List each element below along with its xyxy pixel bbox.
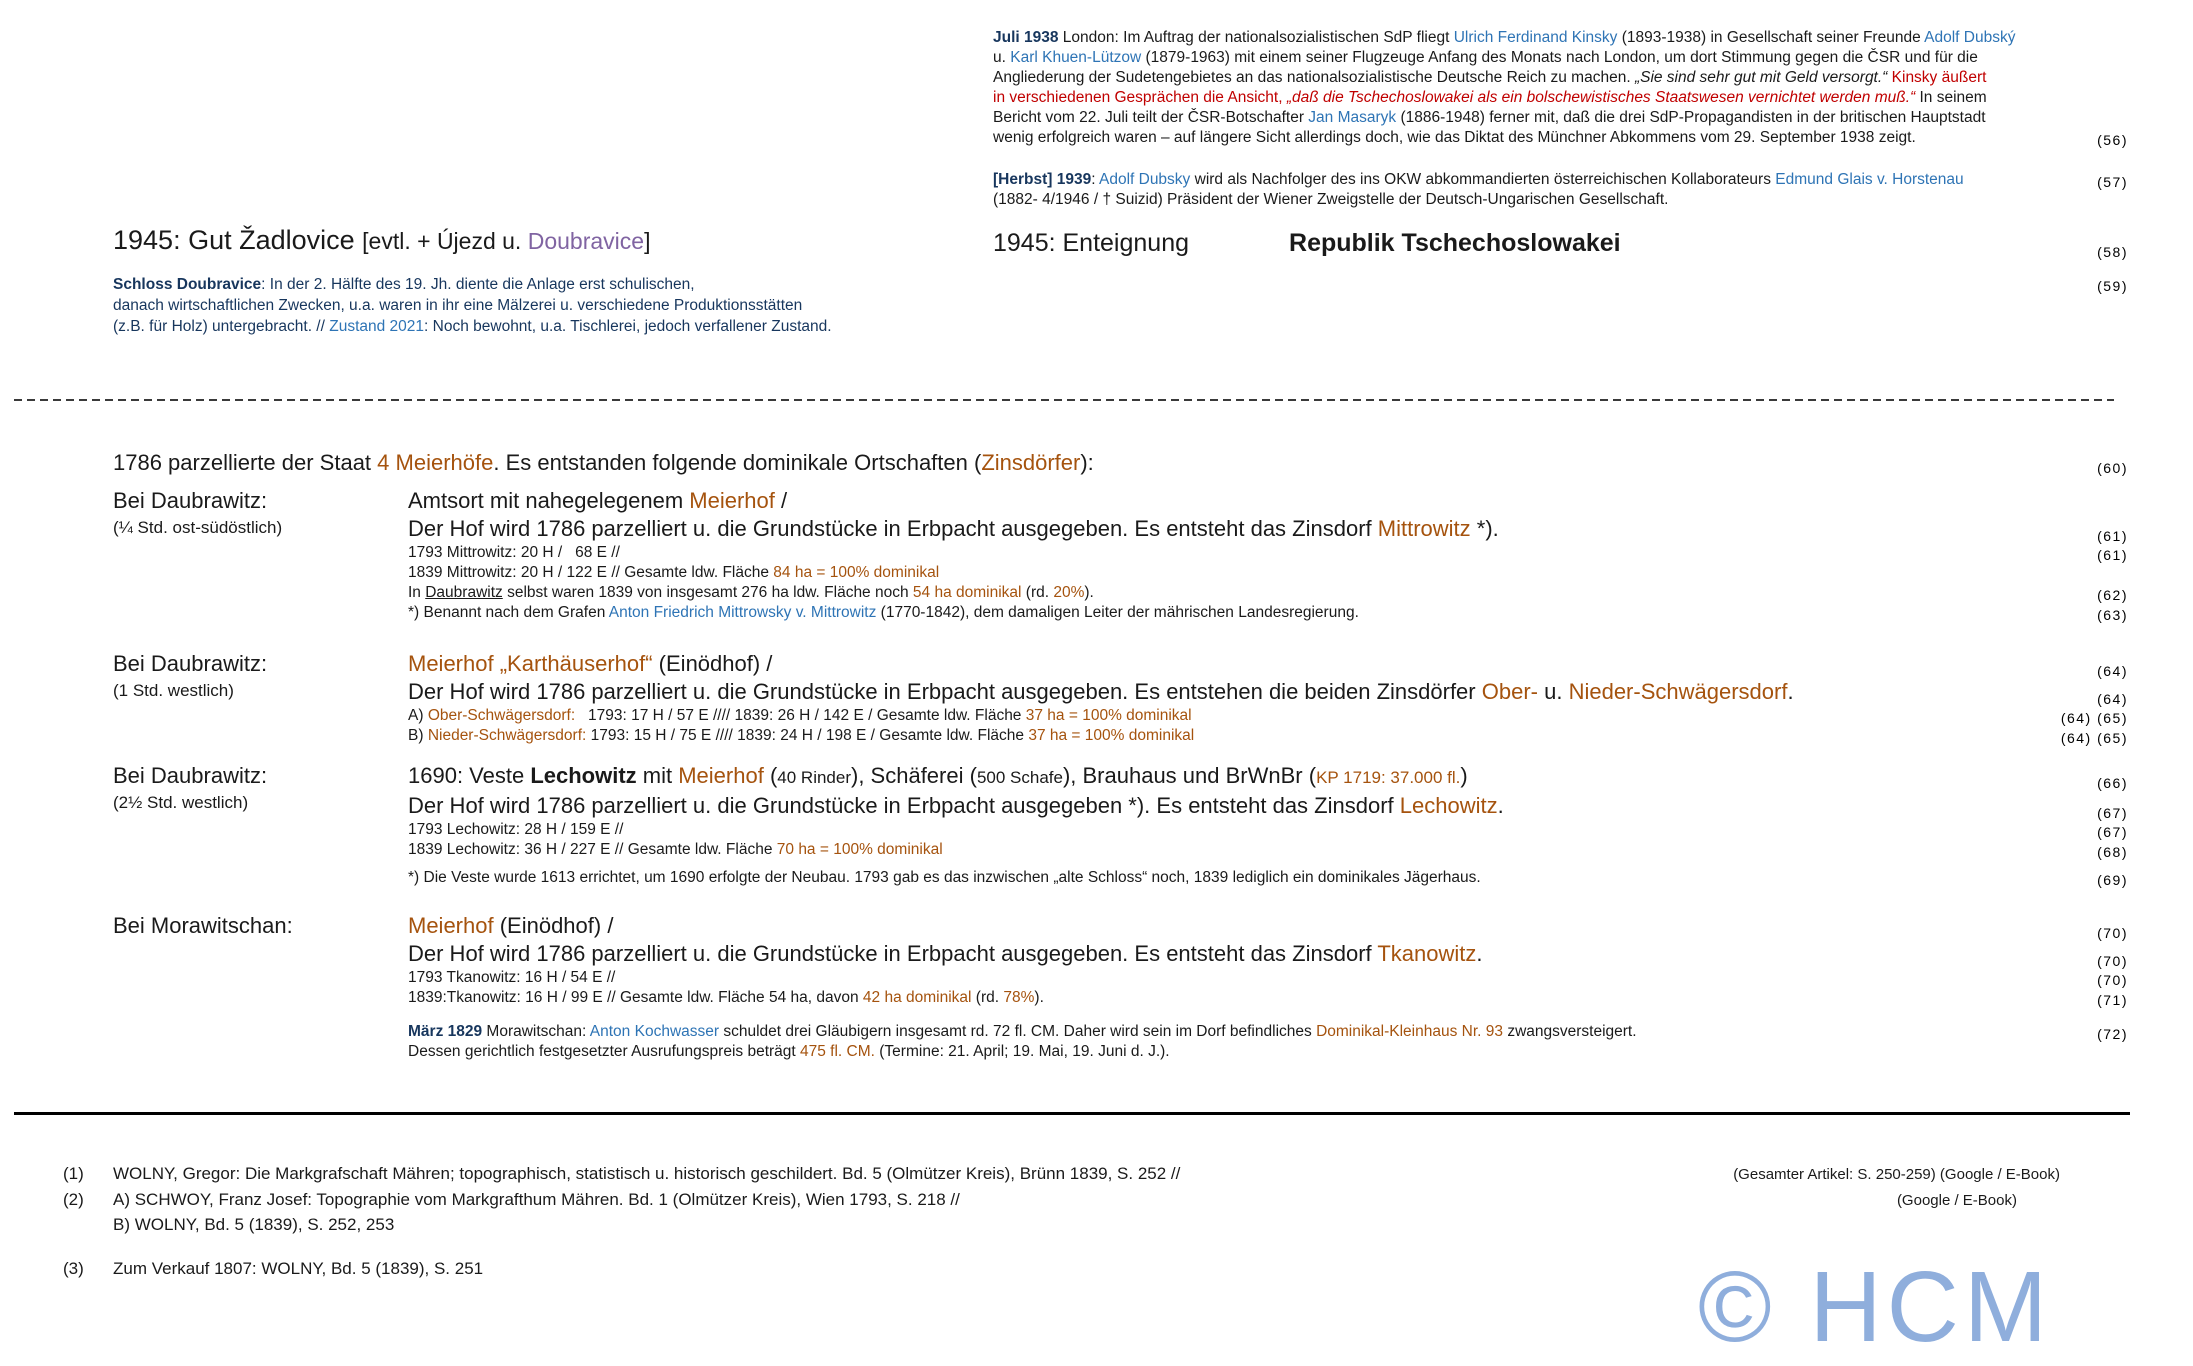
text-segment: London: Im Auftrag der nationalsozialistischen SdP fliegt [1058, 29, 1454, 46]
line-ref-number: (71) [2097, 992, 2128, 1008]
line-ref-number: (66) [2097, 775, 2128, 791]
text-segment: [evtl. + Újezd u. [362, 228, 528, 254]
text-segment: Morawitschan: [482, 1023, 590, 1040]
line-ref-number: (70) [2097, 953, 2128, 969]
text-segment: 20% [1053, 584, 1085, 601]
text-segment: 1793 Mittrowitz: 20 H / 68 E // [408, 544, 620, 561]
text-segment: Republik Tschechoslowakei [1289, 229, 1621, 257]
text-segment: ( [763, 763, 778, 788]
text-line [408, 543, 2128, 563]
text-segment: (1893-1938) in Gesellschaft seiner Freunde [1617, 29, 1925, 46]
text-line [113, 222, 1013, 259]
text-line [408, 912, 2128, 940]
text-segment: (1882- 4/1946 / † Suizid) Präsident der Wiener Zweigstelle der Deutsch-Ungarischen Gesellschaft. [993, 191, 1669, 208]
text-line [408, 820, 2128, 840]
distance-label: (1 Std. westlich) [113, 681, 234, 700]
link[interactable]: Edmund Glais v. Horstenau [1775, 171, 1964, 188]
footnote-text: WOLNY, Gregor: Die Markgrafschaft Mähren; topographisch, statistisch u. historisch geschildert. Bd. 5 (Olmützer Kreis), Brünn 1839, S. 252 // [113, 1164, 1181, 1183]
text-segment: 78% [1003, 989, 1035, 1006]
text-segment: (1886-1948) ferner mit, daß die drei SdP-Propagandisten in der britischen Hauptstadt [1396, 109, 1986, 126]
text-segment: . [1787, 679, 1794, 704]
text-segment: ] [644, 228, 651, 254]
label-bei-daubrawitz-1 [113, 487, 403, 540]
text-segment: Angliederung der Sudetengebietes an das nationalsozialistische Deutsche Reich zu machen. [993, 69, 1635, 86]
distance-label: (2½ Std. westlich) [113, 793, 249, 812]
text-segment: 1839 Mittrowitz: 20 H / 122 E // Gesamte ldw. Fläche [408, 564, 774, 581]
footnote-number [63, 1214, 113, 1236]
text-segment: Zinsdörfer [981, 450, 1081, 475]
text-segment: (1879-1963) mit einem seiner Flugzeuge Anfang des Monats nach London, um dort Stimmung gegen die ČSR und für die [1141, 49, 1978, 66]
text-segment: 1690: Veste [408, 763, 531, 788]
text-line [993, 28, 2128, 48]
text-segment: (rd. [1021, 584, 1054, 601]
link[interactable]: Zustand 2021 [329, 318, 425, 335]
line-ref-number: (62) [2097, 587, 2128, 603]
text-line [408, 762, 2128, 792]
line-ref-number: (63) [2097, 607, 2128, 623]
text-segment: Daubrawitz [425, 584, 503, 601]
text-segment: Der Hof wird 1786 parzelliert u. die Grundstücke in Erbpacht ausgegeben. Es entsteht das Zinsdorf [408, 941, 1378, 966]
footnote-3 [63, 1258, 483, 1280]
line-ref-number: (61) [2097, 528, 2128, 544]
text-line [113, 295, 2128, 316]
text-segment: Meierhof [408, 913, 494, 938]
line-ref-number: (56) [2097, 132, 2128, 148]
text-line [113, 316, 2128, 337]
place-label: Bei Daubrawitz: [113, 651, 268, 676]
horizontal-rule [14, 1112, 2130, 1115]
text-segment: 54 ha dominikal [912, 584, 1022, 601]
dashed-divider [14, 399, 2114, 401]
footnote-number: (1) [63, 1164, 84, 1183]
line-ref-number: (64) (65) [2060, 730, 2128, 746]
text-segment: (1770-1842), dem damaligen Leiter der mährischen Landesregierung. [876, 604, 1359, 621]
text-line [408, 968, 2128, 988]
text-line [993, 190, 2128, 210]
text-segment: März 1829 [408, 1023, 483, 1040]
text-segment: Dominikal-Kleinhaus Nr. 93 [1316, 1023, 1504, 1040]
text-segment: 37 ha = 100% dominikal [1025, 707, 1192, 724]
text-line [993, 68, 2128, 88]
line-ref-number: (58) [2097, 244, 2128, 260]
text-segment: 1793: 17 H / 57 E //// 1839: 26 H / 142 E / Gesamte ldw. Fläche [575, 707, 1026, 724]
text-segment: Lechowitz [1399, 793, 1498, 818]
line-ref-number: (57) [2097, 174, 2128, 190]
footnote-text: Zum Verkauf 1807: WOLNY, Bd. 5 (1839), S. 251 [113, 1259, 484, 1278]
line-ref-number: (72) [2097, 1026, 2128, 1042]
para-herbst-1939 [993, 170, 2128, 210]
text-segment: 37 ha = 100% dominikal [1028, 727, 1195, 744]
text-segment: Mittrowitz [1377, 516, 1471, 541]
text-segment: 1793: 15 H / 75 E //// 1839: 24 H / 198 E / Gesamte ldw. Fläche [586, 727, 1029, 744]
distance-label: (¼ Std. ost-südöstlich) [113, 518, 283, 537]
text-line [408, 678, 2128, 706]
text-segment: Schloss Doubravice [113, 276, 262, 293]
block-karthaeuserhof [408, 650, 2128, 746]
text-line [993, 170, 2128, 190]
text-line [993, 88, 2128, 108]
text-segment: (Termine: 21. April; 19. Mai, 19. Juni d. J.). [874, 1043, 1170, 1060]
text-segment: (rd. [971, 989, 1004, 1006]
line-ref-number: (59) [2097, 278, 2128, 294]
link[interactable]: Jan Masaryk [1308, 109, 1397, 126]
text-segment: In seinem [1915, 89, 1987, 106]
text-segment: 42 ha dominikal [862, 989, 972, 1006]
text-segment: Kinsky äußert [1891, 69, 1987, 86]
text-line [408, 1022, 2128, 1042]
text-segment: wird als Nachfolger des ins OKW abkommandierten österreichischen Kollaborateurs [1190, 171, 1776, 188]
para-schloss-doubravice [113, 274, 2128, 337]
text-segment: : Noch bewohnt, u.a. Tischlerei, jedoch verfallener Zustand. [424, 318, 832, 335]
heading-gut-zadlovice [113, 222, 1013, 259]
text-segment: ) [1460, 763, 1468, 788]
line-ref-number: (67) [2097, 824, 2128, 840]
text-line [408, 563, 2128, 583]
text-segment: Tkanowitz [1377, 941, 1477, 966]
block-lechowitz [408, 762, 2128, 888]
text-segment: selbst waren 1839 von insgesamt 276 ha ldw. Fläche noch [502, 584, 913, 601]
text-segment: „Sie sind sehr gut mit Geld versorgt.“ [1634, 69, 1888, 86]
heading-1786-parzellierung [113, 449, 2128, 477]
text-segment: 500 Schafe [976, 768, 1063, 787]
text-line [408, 515, 2128, 543]
line-ref-number: (70) [2097, 972, 2128, 988]
text-line [993, 108, 2128, 128]
text-segment: . Es entstanden folgende dominikale Ortschaften ( [493, 450, 982, 475]
text-line [408, 792, 2128, 820]
text-segment: . [1476, 941, 1483, 966]
text-line [408, 868, 2128, 888]
text-segment: 1786 parzellierte der Staat [113, 450, 378, 475]
text-segment: Ober- [1481, 679, 1538, 704]
text-segment: Lechowitz [530, 763, 637, 788]
text-segment: Meierhof [678, 763, 764, 788]
text-segment: Der Hof wird 1786 parzelliert u. die Grundstücke in Erbpacht ausgegeben. Es entsteht das Zinsdorf [408, 516, 1378, 541]
place-label: Bei Morawitschan: [113, 913, 293, 938]
text-line [408, 840, 2128, 860]
line-ref-number: (69) [2097, 872, 2128, 888]
text-segment: In [408, 584, 426, 601]
text-segment: in verschiedenen Gesprächen die Ansicht, [993, 89, 1287, 106]
text-segment: 1839 Lechowitz: 36 H / 227 E // Gesamte ldw. Fläche [408, 841, 777, 858]
text-segment: „daß die Tschechoslowakei als ein bolschewistisches Staatswesen vernichtet werden muß.“ [1286, 89, 1916, 106]
line-ref-number: (67) [2097, 805, 2128, 821]
footnote-text: B) WOLNY, Bd. 5 (1839), S. 252, 253 [113, 1215, 395, 1234]
text-segment: ), Brauhaus und BrWnBr ( [1062, 763, 1317, 788]
block-mittrowitz [408, 487, 2128, 623]
text-line [408, 487, 2128, 515]
text-segment: 1945: Gut Žadlovice [113, 225, 363, 255]
text-segment: A) [408, 707, 428, 724]
link[interactable]: Adolf Dubsky [1098, 171, 1191, 188]
text-segment: Bericht vom 22. Juli teilt der ČSR-Botschafter [993, 109, 1309, 126]
label-bei-daubrawitz-3 [113, 762, 403, 815]
link[interactable]: Anton Kochwasser [589, 1023, 720, 1040]
text-line [408, 650, 2128, 678]
text-segment: *) Benannt nach dem Grafen [408, 604, 609, 621]
link[interactable]: Doubravice [527, 228, 645, 254]
heading-enteignung [993, 228, 2128, 258]
footnote-1 [63, 1163, 1180, 1185]
text-line [113, 274, 2128, 295]
text-segment: Nieder-Schwägersdorf [1568, 679, 1788, 704]
text-segment: schuldet drei Gläubigern insgesamt rd. 72 fl. CM. Daher wird sein im Dorf befindliches [719, 1023, 1317, 1040]
text-segment: [Herbst] 1939 [993, 171, 1092, 188]
text-line [408, 988, 2128, 1008]
text-segment: . [1497, 793, 1504, 818]
text-segment: (Einödhof) / [493, 913, 614, 938]
text-segment: 1793 Lechowitz: 28 H / 159 E // [408, 821, 624, 838]
text-line [993, 48, 2128, 68]
text-segment: Meierhof [689, 488, 775, 513]
footnote-number: (3) [63, 1259, 84, 1278]
watermark-hcm: © HCM [1698, 1251, 2053, 1363]
text-segment: mit [636, 763, 679, 788]
para-juli-1938 [993, 28, 2128, 148]
line-ref-number: (64) [2097, 691, 2128, 707]
text-line [408, 1042, 2128, 1062]
text-segment: danach wirtschaftlichen Zwecken, u.a. waren in ihr eine Mälzerei u. verschiedene Produktionsstätten [113, 297, 803, 314]
label-bei-morawitschan [113, 912, 403, 941]
text-segment: : In der 2. Hälfte des 19. Jh. diente die Anlage erst schulischen, [261, 276, 695, 293]
text-segment: Dessen gerichtlich festgesetzter Ausrufungspreis beträgt [408, 1043, 801, 1060]
text-segment: 4 Meierhöfe [377, 450, 494, 475]
text-segment: Der Hof wird 1786 parzelliert u. die Grundstücke in Erbpacht ausgegeben *). Es entsteht das Zinsdorf [408, 793, 1400, 818]
text-segment: 84 ha = 100% dominikal [773, 564, 940, 581]
text-segment: ), Schäferei ( [851, 763, 977, 788]
text-segment: u. [993, 49, 1011, 66]
text-segment: / [774, 488, 788, 513]
text-segment: : [1091, 171, 1099, 188]
text-segment: (z.B. für Holz) untergebracht. // [113, 318, 330, 335]
text-segment: (Einödhof) / [652, 651, 773, 676]
text-segment: ). [1034, 989, 1044, 1006]
link[interactable]: Anton Friedrich Mittrowsky v. Mittrowitz [608, 604, 877, 621]
text-segment: *) Die Veste wurde 1613 errichtet, um 1690 erfolgte der Neubau. 1793 gab es das inzwischen „alte Schloss“ noch, 1839 lediglich ein dominikales Jägerhaus. [408, 869, 1481, 886]
text-segment: Der Hof wird 1786 parzelliert u. die Grundstücke in Erbpacht ausgegeben. Es entstehen die beiden Zinsdörfer [408, 679, 1482, 704]
line-ref-number: (64) [2097, 663, 2128, 679]
footnote-text: A) SCHWOY, Franz Josef: Topographie vom Markgrafthum Mähren. Bd. 1 (Olmützer Kreis), Wien 1793, S. 218 // [113, 1190, 960, 1209]
label-bei-daubrawitz-2 [113, 650, 403, 703]
text-segment: Meierhof „Karthäuserhof“ [408, 651, 653, 676]
text-segment: 1839:Tkanowitz: 16 H / 99 E // Gesamte ldw. Fläche 54 ha, davon [408, 989, 863, 1006]
text-segment: u. [1538, 679, 1569, 704]
text-segment: 1793 Tkanowitz: 16 H / 54 E // [408, 969, 616, 986]
text-line [408, 583, 2128, 603]
text-segment: 1945: Enteignung [993, 229, 1190, 257]
text-segment: Nieder-Schwägersdorf: [427, 727, 587, 744]
text-segment: 70 ha = 100% dominikal [776, 841, 943, 858]
text-segment: Amtsort mit nahegelegenem [408, 488, 690, 513]
text-line [408, 603, 2128, 623]
text-line [993, 228, 2128, 258]
block-tkanowitz [408, 912, 2128, 1062]
text-segment: Juli 1938 [993, 29, 1059, 46]
link[interactable]: Karl Khuen-Lützow [1010, 49, 1142, 66]
footnote-2b [63, 1214, 394, 1236]
line-ref-number: (60) [2097, 460, 2128, 476]
text-segment: ). [1084, 584, 1094, 601]
place-label: Bei Daubrawitz: [113, 488, 268, 513]
line-ref-number: (64) (65) [2060, 710, 2128, 726]
text-segment: KP 1719: 37.000 fl. [1316, 768, 1461, 787]
place-label: Bei Daubrawitz: [113, 763, 268, 788]
footnote-source-annotation-1: (Gesamter Artikel: S. 250-259) (Google / E-Book) [1733, 1166, 2060, 1183]
text-line [993, 128, 2128, 148]
text-segment: Ober-Schwägersdorf: [427, 707, 576, 724]
footnote-2 [63, 1189, 960, 1211]
footnote-source-annotation-2: (Google / E-Book) [1896, 1192, 2017, 1209]
text-line [408, 940, 2128, 968]
text-line [113, 449, 2128, 477]
line-ref-number: (70) [2097, 925, 2128, 941]
text-segment: ): [1080, 450, 1094, 475]
text-segment: 40 Rinder [777, 768, 851, 787]
text-line [408, 706, 2128, 726]
text-segment: wenig erfolgreich waren – auf längere Sicht allerdings doch, wie das Diktat des Münchner Abkommens vom 29. September 1938 zeigt. [993, 129, 1916, 146]
link[interactable]: Ulrich Ferdinand Kinsky [1453, 29, 1618, 46]
text-segment: *). [1470, 516, 1499, 541]
text-segment: B) [408, 727, 428, 744]
link[interactable]: Adolf Dubský [1924, 29, 2016, 46]
text-segment: 475 fl. CM. [800, 1043, 875, 1060]
line-ref-number: (68) [2097, 844, 2128, 860]
footnote-number: (2) [63, 1190, 84, 1209]
line-ref-number: (61) [2097, 547, 2128, 563]
text-segment: zwangsversteigert. [1503, 1023, 1637, 1040]
text-line [408, 726, 2128, 746]
